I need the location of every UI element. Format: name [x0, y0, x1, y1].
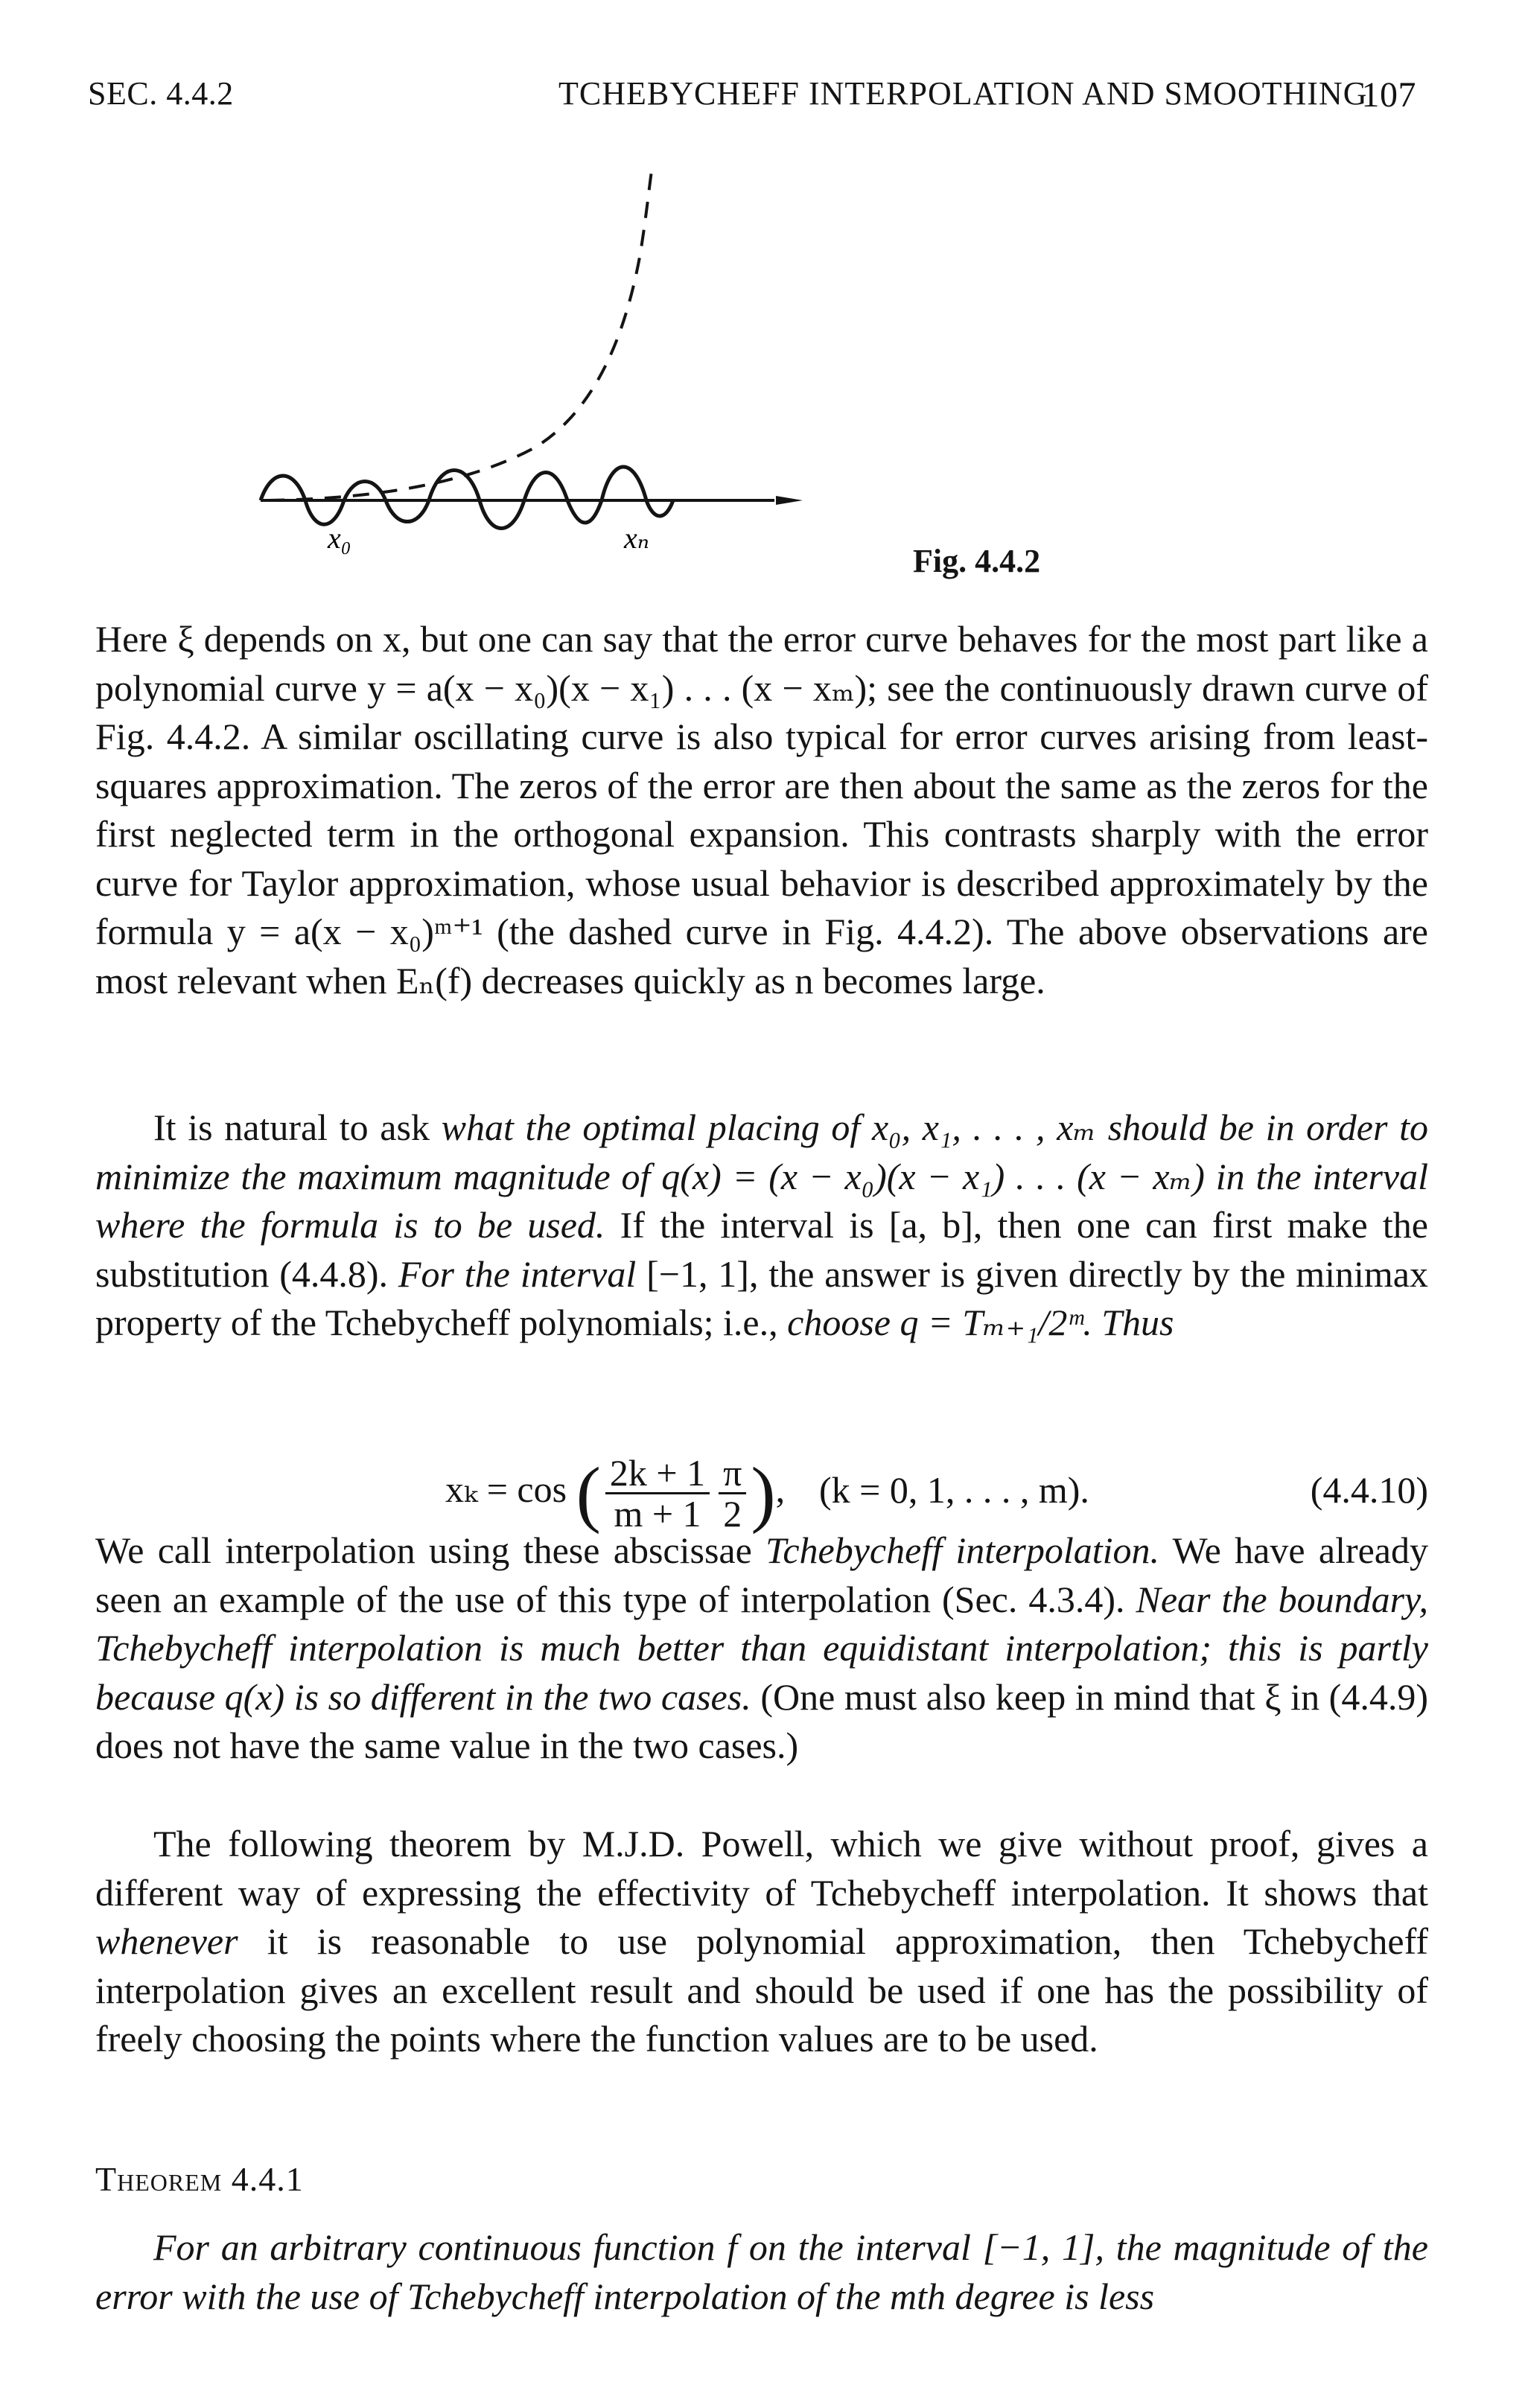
- paragraph-4: [95, 1820, 1428, 2064]
- dashed-taylor-curve: [268, 171, 652, 500]
- paragraph-1: Here ξ depends on x, but one can say that the error curve behaves for the most part like a polynomial curve y = a(x − x₀)(x − x₁) . . . (x − xₘ); see the continuously drawn curve of Fig. 4.4.2. A similar oscillating curve is also typical for error curves arising from least-squares approximation. The zeros of the error are then about the same as the zeros for the first neglected term in the orthogonal expansion. This contrasts sharply with the error curve for Taylor approximation, whose usual behavior is described approximately by the formula y = a(x − x₀)ᵐ⁺¹ (the dashed curve in Fig. 4.4.2). The above observations are most relevant when Eₙ(f) decreases quickly as n becomes large.: [95, 618, 1428, 1001]
- p2-question: what the optimal placing of x₀, x₁, . . . , xₘ should be in order to minimize the maximum magnitude of q(x) = (x − x₀)(x − x₁) . . . (x − xₘ) in the interval where the formula is to be used.: [95, 1106, 1428, 1246]
- p2-text-e: [−1, 1], the answer is given directly by the minimax property of the Tchebycheff polynomials; i.e.,: [95, 1252, 1428, 1343]
- theorem-statement: For an arbitrary continuous function f on the interval [−1, 1], the magnitude of the error with the use of Tchebycheff interpolation of the mth degree is less: [95, 2226, 1428, 2317]
- paragraph-3: [95, 1526, 1428, 1771]
- right-paren: ): [751, 1452, 776, 1535]
- p4-text-c: it is reasonable to use polynomial approximation, then Tchebycheff interpolation gives an excellent result and should be used if one has the possibility of freely choosing the points where the function values are to be used.: [95, 1920, 1428, 2060]
- paragraph-2: [95, 1103, 1428, 1348]
- x0-label: x₀: [328, 521, 351, 555]
- fraction-k: [605, 1453, 710, 1533]
- theorem-title: Theorem 4.4.1: [95, 2160, 304, 2198]
- equation-body: xₖ = cos ( $\frac{2k + 1}{m + 1}$ $\frac{\pi}{2}$ ),: [445, 1452, 786, 1535]
- fraction-pi-denominator: 2: [723, 1493, 742, 1535]
- p4-text-a: The following theorem by M.J.D. Powell, which we give without proof, gives a different way of expressing the effectivity of Tchebycheff interpolation. It shows that: [95, 1823, 1428, 1914]
- fraction-k-denominator: m + 1: [614, 1493, 701, 1535]
- theorem-body: [95, 2223, 1428, 2321]
- fraction-k-numerator: 2k + 1: [605, 1453, 710, 1494]
- equation-condition: (k = 0, 1, . . . , m).: [819, 1469, 1089, 1511]
- fraction-pi: [719, 1453, 746, 1533]
- page-number: 107: [1361, 75, 1416, 115]
- p2-text-c: If the interval is [a, b], then one can first make the substitution (4.4.8).: [95, 1204, 1428, 1295]
- section-label: SEC. 4.4.2: [88, 75, 234, 112]
- p3-text-a: We call interpolation using these abscissae: [95, 1529, 766, 1571]
- fraction-pi-numerator: π: [719, 1453, 746, 1494]
- paragraph-tchebycheff-interpolation: [95, 1526, 1428, 1771]
- p3-boundary-claim: Near the boundary, Tchebycheff interpolation is much better than equidistant interpolation; this is partly because q(x) is so different in the two cases.: [95, 1578, 1428, 1718]
- p3-text-c: We have already seen an example of the use of this type of interpolation (Sec. 4.3.4).: [95, 1529, 1428, 1620]
- p3-text-e: (One must also keep in mind that ξ in (4.4.9) does not have the same value in the two cases.): [95, 1675, 1428, 1766]
- paragraph-powell-theorem-intro: [95, 1820, 1428, 2064]
- p2-interval-phrase: For the interval: [398, 1252, 637, 1295]
- x-axis-arrowhead: [776, 496, 803, 505]
- xn-label: xₙ: [624, 521, 649, 555]
- left-paren: (: [576, 1452, 601, 1535]
- paragraph-optimal-placing: [95, 1103, 1428, 1348]
- paragraph-error-curve: [95, 615, 1428, 1005]
- p4-whenever: whenever: [95, 1920, 238, 1962]
- running-title: TCHEBYCHEFF INTERPOLATION AND SMOOTHING: [558, 75, 1368, 112]
- equation-4-4-10: [95, 1436, 1428, 1535]
- error-curve-figure: [223, 171, 804, 573]
- p3-term: Tchebycheff interpolation.: [765, 1529, 1160, 1571]
- p2-choose-q: choose q = Tₘ₊₁/2ᵐ. Thus: [787, 1302, 1174, 1343]
- p2-text-a: It is natural to ask: [153, 1106, 442, 1148]
- equation-number: (4.4.10): [1310, 1469, 1428, 1511]
- figure-caption: Fig. 4.4.2: [913, 543, 1041, 579]
- equation-lhs: xₖ = cos: [445, 1468, 567, 1510]
